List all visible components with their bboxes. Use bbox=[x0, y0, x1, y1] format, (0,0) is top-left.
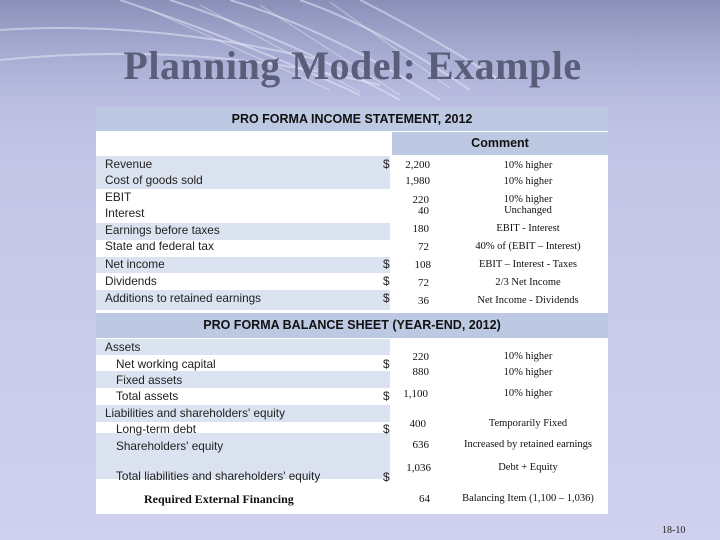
label-dividends: Dividends bbox=[105, 274, 157, 288]
comment-total-liabilities-equity: Debt + Equity bbox=[498, 462, 558, 473]
comment-fixed-assets: 10% higher bbox=[503, 367, 553, 378]
comment-tax: 40% of (EBIT – Interest) bbox=[475, 241, 581, 252]
value-long-term-debt: 400 bbox=[409, 418, 426, 430]
slide-title: Planning Model: Example bbox=[123, 43, 582, 88]
value-fixed-assets: 880 bbox=[412, 366, 429, 378]
comment-shareholders-equity: Increased by retained earnings bbox=[464, 439, 592, 450]
comment-long-term-debt: Temporarily Fixed bbox=[488, 418, 568, 429]
currency-symbol: $ bbox=[383, 274, 390, 288]
value-nwc: 220 bbox=[412, 351, 429, 363]
value-retained: 36 bbox=[418, 295, 429, 307]
label-shareholders-equity: Shareholders' equity bbox=[116, 439, 224, 453]
label-long-term-debt: Long-term debt bbox=[116, 422, 197, 436]
page-number: 18-10 bbox=[662, 525, 686, 536]
required-external-financing-value: 64 bbox=[419, 493, 430, 505]
label-cogs: Cost of goods sold bbox=[105, 173, 203, 187]
value-total-liabilities-equity: 1,036 bbox=[406, 462, 431, 474]
value-ebit: 220 bbox=[412, 194, 429, 206]
currency-symbol: $ bbox=[383, 157, 390, 171]
label-ebt: Earnings before taxes bbox=[105, 223, 220, 237]
comment-revenue: 10% higher bbox=[503, 160, 553, 171]
balance-sheet-heading: PRO FORMA BALANCE SHEET (YEAR-END, 2012) bbox=[96, 313, 608, 338]
label-fixed-assets: Fixed assets bbox=[116, 373, 183, 387]
label-liabilities-equity: Liabilities and shareholders' equity bbox=[105, 406, 285, 420]
value-total-assets: 1,100 bbox=[403, 388, 428, 400]
income-statement-heading: PRO FORMA INCOME STATEMENT, 2012 bbox=[96, 107, 608, 131]
value-ebt: 180 bbox=[412, 223, 429, 235]
financial-statements-panel bbox=[96, 107, 608, 514]
comment-cogs: 10% higher bbox=[503, 176, 553, 187]
currency-symbol: $ bbox=[383, 389, 390, 403]
label-ebit: EBIT bbox=[105, 190, 132, 204]
comment-ebt: EBIT - Interest bbox=[496, 223, 560, 234]
required-external-financing-label: Required External Financing bbox=[144, 492, 294, 506]
value-dividends: 72 bbox=[418, 277, 429, 289]
comment-dividends: 2/3 Net Income bbox=[495, 277, 561, 288]
comment-total-assets: 10% higher bbox=[503, 388, 553, 399]
comment-ebit: 10% higher bbox=[503, 194, 553, 205]
label-tax: State and federal tax bbox=[105, 239, 214, 253]
comment-retained: Net Income - Dividends bbox=[477, 295, 579, 306]
label-retained: Additions to retained earnings bbox=[105, 291, 262, 305]
label-total-assets: Total assets bbox=[116, 389, 179, 403]
comment-column-heading: Comment bbox=[392, 132, 608, 155]
value-tax: 72 bbox=[418, 241, 429, 253]
label-revenue: Revenue bbox=[105, 157, 153, 171]
label-assets: Assets bbox=[105, 340, 141, 354]
required-external-financing-comment: Balancing Item (1,100 – 1,036) bbox=[462, 493, 594, 504]
currency-symbol: $ bbox=[383, 357, 390, 371]
label-nwc: Net working capital bbox=[116, 357, 216, 371]
currency-symbol: $ bbox=[383, 291, 390, 305]
comment-net-income: EBIT – Interest - Taxes bbox=[478, 259, 578, 270]
value-net-income: 108 bbox=[414, 259, 431, 271]
currency-symbol: $ bbox=[383, 422, 390, 436]
comment-interest: Unchanged bbox=[504, 205, 552, 216]
label-interest: Interest bbox=[105, 206, 145, 220]
label-net-income: Net income bbox=[105, 257, 165, 271]
value-revenue: 2,200 bbox=[405, 159, 430, 171]
currency-symbol: $ bbox=[383, 257, 390, 271]
value-interest: 40 bbox=[418, 205, 429, 217]
label-total-liabilities-equity: Total liabilities and shareholders' equity bbox=[116, 469, 321, 483]
currency-symbol: $ bbox=[383, 470, 390, 484]
comment-nwc: 10% higher bbox=[503, 351, 553, 362]
value-cogs: 1,980 bbox=[405, 175, 430, 187]
value-shareholders-equity: 636 bbox=[412, 439, 429, 451]
